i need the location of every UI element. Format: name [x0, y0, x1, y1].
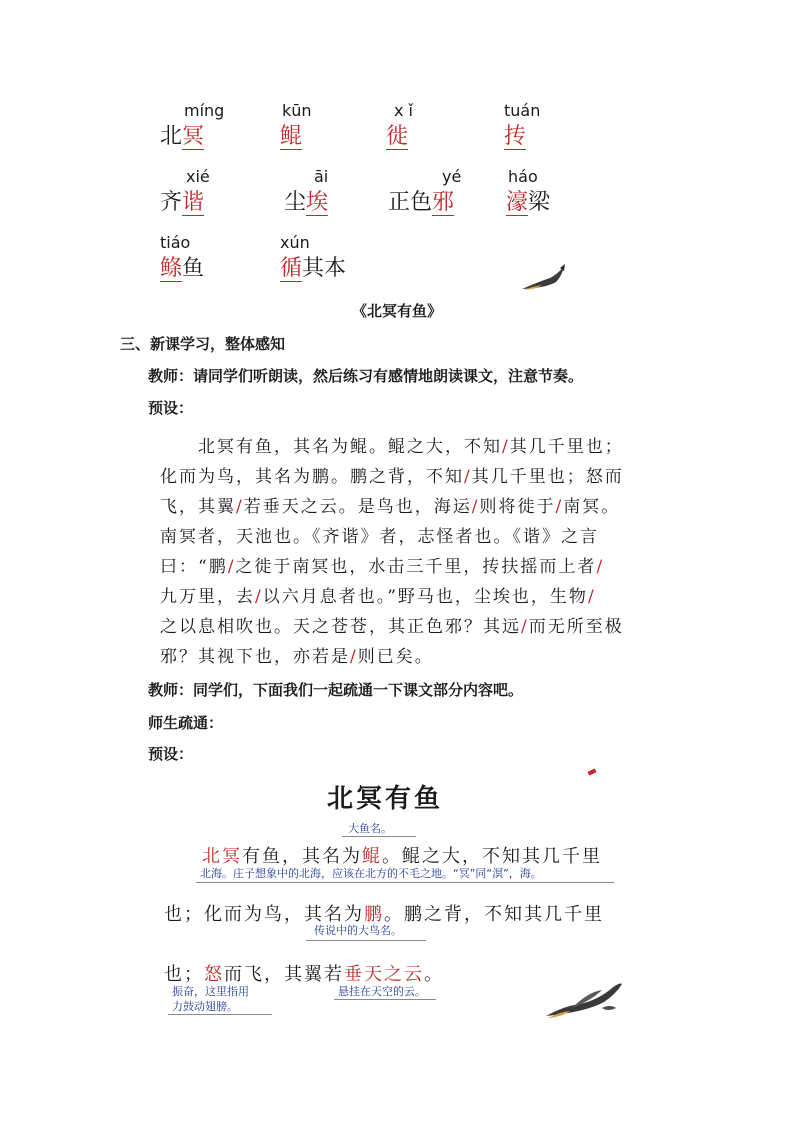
char-highlight: 徙	[386, 124, 409, 149]
shisheng-label: 师生疏通：	[148, 714, 224, 732]
vocab-item	[284, 166, 328, 218]
passage-line: 曰：“鹏/之徙于南冥也，水击三千里，抟扶摇而上者/	[160, 557, 605, 577]
pinyin: tuán	[504, 101, 541, 120]
note-underline	[168, 1014, 272, 1015]
vocab-item	[280, 100, 312, 152]
slide-line-2: 也；化而为鸟，其名为鹏。鹏之背，不知其几千里	[164, 904, 604, 925]
pinyin: x ǐ	[394, 101, 413, 120]
char-plain: 鱼	[182, 256, 205, 281]
note-beiming: 北海。庄子想象中的北海，应该在北方的不毛之地。“冥”同“溟”，海。	[200, 867, 542, 880]
char-highlight: 抟	[504, 124, 527, 149]
fish-illustration	[520, 262, 566, 292]
pinyin: yé	[442, 167, 462, 186]
vocab-row	[160, 100, 620, 166]
pinyin: xié	[186, 167, 210, 186]
pause-slash: /	[596, 557, 605, 577]
pinyin: āi	[314, 167, 329, 186]
pause-slash: /	[587, 587, 596, 607]
lesson-title: 《北冥有鱼》	[351, 302, 442, 320]
vocab-item	[160, 100, 224, 152]
char-highlight: 濠	[506, 190, 529, 215]
pinyin: tiáo	[160, 233, 191, 252]
passage-text	[160, 432, 660, 672]
pause-slash: /	[464, 467, 472, 487]
pinyin: xún	[280, 233, 310, 252]
passage-line: 飞，其翼/若垂天之云。是鸟也，海运/则将徙于/南冥。	[160, 497, 621, 517]
preset-label-2: 预设：	[148, 745, 194, 763]
slide-line-1: 北冥有鱼，其名为鲲。鲲之大，不知其几千里	[202, 846, 602, 867]
char-plain: 正色	[388, 190, 433, 215]
char-highlight: 冥	[182, 124, 205, 149]
vocab-item	[388, 166, 461, 218]
note-underline	[196, 882, 614, 883]
note-chuitian: 悬挂在天空的云。	[338, 985, 426, 998]
pinyin: háo	[508, 167, 538, 186]
vocab-item	[506, 166, 550, 218]
pause-slash: /	[555, 497, 564, 517]
vocab-row	[160, 166, 620, 232]
passage-line: 南冥者，天池也。《齐谐》者，志怪者也。《谐》之言	[160, 527, 599, 547]
note-nu-1: 振奋，这里指用	[172, 985, 249, 998]
vocab-item	[386, 100, 413, 152]
teacher-instruction-2: 教师：同学们，下面我们一起疏通一下课文部分内容吧。	[148, 681, 524, 699]
passage-line: 化而为鸟，其名为鹏。鹏之背，不知/其几千里也；怒而	[160, 467, 624, 487]
pause-slash: /	[471, 497, 480, 517]
vocab-item	[160, 166, 210, 218]
char-highlight: 鲲	[280, 124, 303, 149]
passage-line: 邪？其视下也，亦若是/则已矣。	[160, 647, 434, 667]
decor-mark	[588, 768, 597, 775]
passage-line: 九万里，去/以六月息者也。”野马也，尘埃也，生物/	[160, 587, 596, 607]
char-plain: 北	[160, 124, 183, 149]
pinyin: kūn	[282, 101, 312, 120]
section-heading: 三、新课学习，整体感知	[120, 335, 286, 353]
char-highlight: 谐	[182, 190, 205, 215]
passage-line: 北冥有鱼，其名为鲲。鲲之大，不知/其几千里也；	[160, 437, 624, 457]
char-plain: 尘	[284, 190, 307, 215]
pause-slash: /	[502, 437, 510, 457]
char-highlight: 埃	[306, 190, 329, 215]
char-plain: 齐	[160, 190, 183, 215]
pause-slash: /	[227, 557, 236, 577]
char-plain: 梁	[528, 190, 551, 215]
char-highlight: 邪	[432, 190, 455, 215]
teacher-instruction: 教师：请同学们听朗读，然后练习有感情地朗读课文，注意节奏。	[148, 367, 584, 385]
note-nu-2: 力鼓动翅膀。	[172, 1000, 238, 1013]
slide-line-3: 也；怒而飞，其翼若垂天之云。	[164, 964, 444, 985]
note-underline	[334, 999, 436, 1000]
char-highlight: 循	[280, 256, 303, 281]
vocab-item	[280, 232, 346, 284]
pause-slash: /	[236, 497, 244, 517]
char-highlight: 鲦	[160, 256, 183, 281]
note-peng: 传说中的大鸟名。	[314, 924, 402, 937]
pinyin: míng	[184, 101, 225, 120]
vocab-item	[504, 100, 540, 152]
preset-label: 预设：	[148, 399, 194, 417]
passage-line: 之以息相吹也。天之苍苍，其正色邪？其远/而无所至极	[160, 617, 624, 637]
slide-title: 北冥有鱼	[326, 784, 443, 814]
note-underline	[306, 940, 426, 941]
pause-slash: /	[521, 617, 529, 637]
note-kun: 大鱼名。	[348, 822, 392, 835]
note-underline	[342, 836, 416, 837]
char-plain: 其本	[302, 256, 347, 281]
vocab-item	[160, 232, 204, 284]
pause-slash: /	[255, 587, 263, 607]
fish-illustration	[542, 978, 624, 1020]
pause-slash: /	[350, 647, 358, 667]
